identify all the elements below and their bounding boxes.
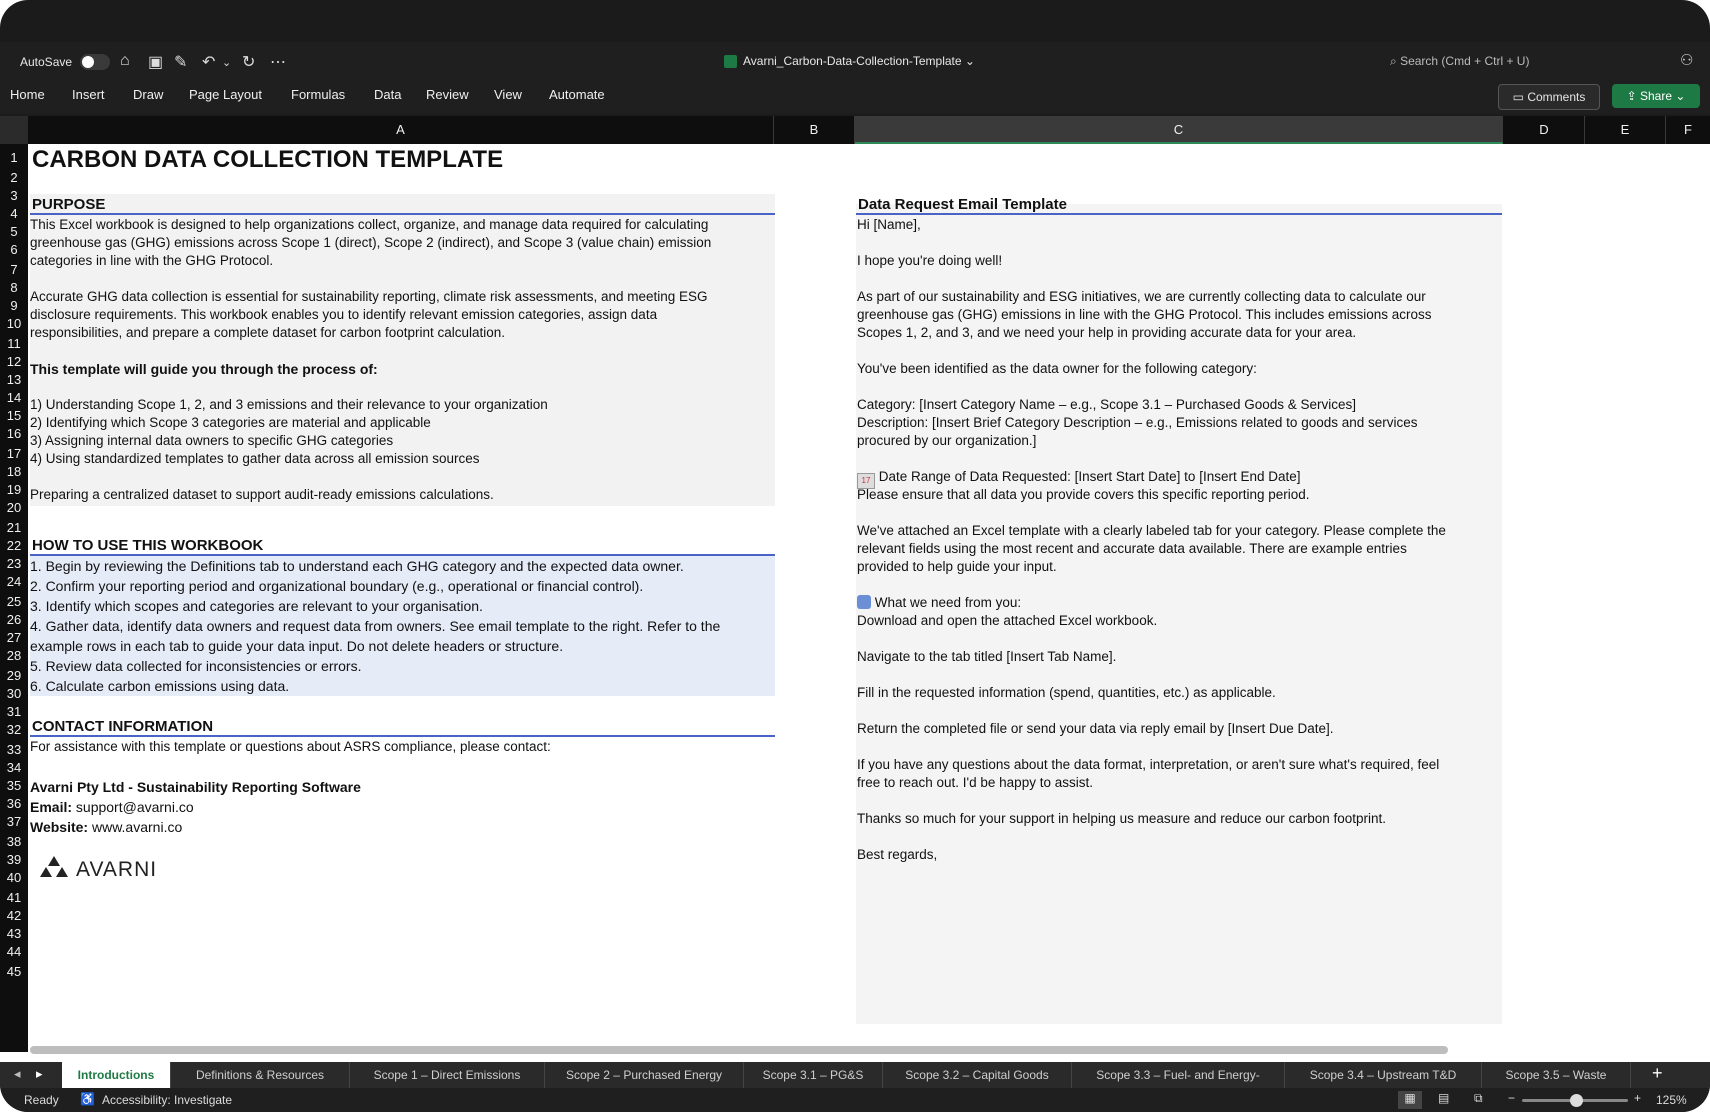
undo-icon[interactable]: ↶ xyxy=(202,54,216,71)
email-template-underline xyxy=(856,213,1502,215)
sheet-tab-scope-3-1[interactable]: Scope 3.1 – PG&S xyxy=(744,1062,883,1088)
column-headers xyxy=(0,116,1710,144)
row-header[interactable]: 22 xyxy=(6,538,22,553)
purpose-line: Accurate GHG data collection is essential for sustainability reporting, climate risk assessments, and meeting ESG xyxy=(30,289,708,304)
share-icon: ⇪ xyxy=(1626,89,1637,103)
guide-item: 3) Assigning internal data owners to specific GHG categories xyxy=(30,433,394,448)
search-icon: ⌕ xyxy=(1390,54,1397,68)
row-header[interactable]: 1 xyxy=(10,150,18,165)
row-header[interactable]: 12 xyxy=(6,354,22,369)
column-header-f[interactable]: F xyxy=(1684,122,1692,137)
sheet-tab-scope-3-5[interactable]: Scope 3.5 – Waste xyxy=(1482,1062,1631,1088)
avarni-logo-text: AVARNI xyxy=(76,858,158,880)
email-template-heading: Data Request Email Template xyxy=(858,196,1067,213)
sheet-tabs-bar xyxy=(0,1062,1710,1088)
autosave-label: AutoSave xyxy=(20,55,73,69)
row-header[interactable]: 34 xyxy=(6,760,22,775)
select-all-corner[interactable] xyxy=(0,116,28,144)
document-title[interactable]: Avarni_Carbon-Data-Collection-Template ⌄ xyxy=(724,54,975,68)
guide-item: 4) Using standardized templates to gather data across all emission sources xyxy=(30,451,480,466)
row-header[interactable]: 44 xyxy=(6,944,22,959)
how-to-underline xyxy=(30,554,775,556)
email-fill: Fill in the requested information (spend, quantities, etc.) as applicable. xyxy=(857,685,1276,700)
row-header[interactable]: 5 xyxy=(10,224,18,239)
column-header-c[interactable]: C xyxy=(855,116,1503,144)
share-label: Share xyxy=(1639,89,1673,103)
ribbon-tabs xyxy=(0,82,1710,114)
horizontal-scrollbar[interactable] xyxy=(30,1046,1448,1054)
email-need xyxy=(857,595,1021,610)
purpose-line: responsibilities, and prepare a complete dataset for carbon footprint calculation. xyxy=(30,325,506,340)
row-header[interactable]: 18 xyxy=(6,464,22,479)
email-paragraph-line: As part of our sustainability and ESG initiatives, we are currently collecting data to calculate our xyxy=(857,289,1426,304)
autosave-toggle[interactable] xyxy=(80,54,110,70)
email-description-line: Description: [Insert Brief Category Description – e.g., Emissions related to goods and services xyxy=(857,415,1418,430)
tab-data[interactable]: Data xyxy=(374,87,402,102)
accessibility-icon: ♿ xyxy=(80,1092,95,1106)
calendar-icon: 17 xyxy=(857,473,875,489)
email-attached-line: relevant fields using the most recent and accurate data available. There are example entries xyxy=(857,541,1407,556)
row-header[interactable]: 30 xyxy=(6,686,22,701)
email-label: Email: xyxy=(30,799,73,815)
email-greeting: Hi [Name], xyxy=(857,217,921,232)
row-header[interactable]: 20 xyxy=(6,500,22,515)
email-hope: I hope you're doing well! xyxy=(857,253,1003,268)
website-value: www.avarni.co xyxy=(91,819,183,835)
how-to-heading: HOW TO USE THIS WORKBOOK xyxy=(32,537,264,554)
add-sheet-icon[interactable]: + xyxy=(1652,1063,1663,1083)
row-header[interactable]: 28 xyxy=(6,648,22,663)
how-to-item: 4. Gather data, identify data owners and request data from owners. See email template to the right. Refer to the xyxy=(30,618,721,634)
company-name: Avarni Pty Ltd - Sustainability Reporting Software xyxy=(30,779,361,795)
how-to-item: 6. Calculate carbon emissions using data. xyxy=(30,678,290,694)
row-header[interactable]: 15 xyxy=(6,408,22,423)
row-header[interactable]: 37 xyxy=(6,814,22,829)
zoom-out-icon[interactable]: − xyxy=(1508,1091,1516,1105)
save-icon[interactable]: ▣ xyxy=(148,54,164,71)
how-to-item: 5. Review data collected for inconsistencies or errors. xyxy=(30,658,362,674)
purpose-line: greenhouse gas (GHG) emissions across Scope 1 (direct), Scope 2 (indirect), and Scope 3 (value chain) emission xyxy=(30,235,712,250)
contact-line: For assistance with this template or questions about ASRS compliance, please contact: xyxy=(30,739,551,754)
tab-draw[interactable]: Draw xyxy=(133,87,164,102)
sheet-tab-introductions[interactable]: Introductions xyxy=(62,1062,171,1088)
page-layout-view-icon[interactable]: ▤ xyxy=(1438,1091,1450,1105)
sheet-tab-definitions[interactable]: Definitions & Resources xyxy=(171,1062,350,1088)
column-header-e[interactable]: E xyxy=(1585,116,1666,144)
email-return: Return the completed file or send your data via reply email by [Insert Due Date]. xyxy=(857,721,1334,736)
row-header[interactable]: 19 xyxy=(6,482,22,497)
next-sheet-icon[interactable]: ▸ xyxy=(36,1066,43,1081)
email-value: support@avarni.co xyxy=(75,799,194,815)
tab-automate[interactable]: Automate xyxy=(549,87,605,102)
email-date-range xyxy=(857,469,1301,489)
row-header[interactable]: 8 xyxy=(10,280,18,295)
avarni-logo xyxy=(40,854,180,885)
how-to-item: 1. Begin by reviewing the Definitions tab to understand each GHG category and the expected data owner. xyxy=(30,558,684,574)
zoom-level[interactable]: 125% xyxy=(1656,1093,1687,1107)
page-title: CARBON DATA COLLECTION TEMPLATE xyxy=(32,146,504,173)
comments-label: Comments xyxy=(1527,90,1586,104)
website-label: Website: xyxy=(30,819,89,835)
row-header[interactable]: 42 xyxy=(6,908,22,923)
avarni-logo-mark xyxy=(40,854,180,880)
comments-button[interactable] xyxy=(1498,84,1600,110)
row-header[interactable]: 36 xyxy=(6,796,22,811)
purpose-heading: PURPOSE xyxy=(32,196,106,213)
email-paragraph-line: Scopes 1, 2, and 3, and we need your help in providing accurate data for your area. xyxy=(857,325,1357,340)
website-row xyxy=(30,819,182,835)
email-identified: You've been identified as the data owner for the following category: xyxy=(857,361,1257,376)
email-attached-line: We've attached an Excel template with a clearly labeled tab for your category. Please complete the xyxy=(857,523,1446,538)
guide-heading: This template will guide you through the process of: xyxy=(30,361,378,377)
guide-item: 2) Identifying which Scope 3 categories are material and applicable xyxy=(30,415,431,430)
redo-icon[interactable]: ↻ xyxy=(242,54,256,71)
tab-insert[interactable]: Insert xyxy=(72,87,105,102)
email-category: Category: [Insert Category Name – e.g., Scope 3.1 – Purchased Goods & Services] xyxy=(857,397,1357,412)
spreadsheet-grid[interactable] xyxy=(0,144,1710,1062)
status-bar xyxy=(0,1088,1710,1112)
status-ready: Ready xyxy=(24,1093,59,1107)
email-navigate: Navigate to the tab titled [Insert Tab Name]. xyxy=(857,649,1117,664)
row-header[interactable]: 4 xyxy=(10,206,18,221)
share-button[interactable]: ⇪ Share ⌄ xyxy=(1612,84,1700,108)
sheet-tab-scope-1[interactable]: Scope 1 – Direct Emissions xyxy=(350,1062,545,1088)
tab-view[interactable]: View xyxy=(494,87,522,102)
accessibility-status[interactable]: Accessibility: Investigate xyxy=(102,1093,233,1107)
preparing-line: Preparing a centralized dataset to support audit-ready emissions calculations. xyxy=(30,487,494,502)
row-header[interactable]: 17 xyxy=(6,446,22,461)
row-header[interactable]: 43 xyxy=(6,926,22,941)
row-header[interactable]: 39 xyxy=(6,852,22,867)
tab-page-layout[interactable]: Page Layout xyxy=(189,87,263,102)
sheet-tab-scope-3-2[interactable]: Scope 3.2 – Capital Goods xyxy=(883,1062,1072,1088)
how-to-item: 2. Confirm your reporting period and organizational boundary (e.g., operational or financial control). xyxy=(30,578,644,594)
save-as-icon[interactable]: ✎ xyxy=(174,54,188,71)
page-break-view-icon[interactable]: ⧉ xyxy=(1474,1091,1483,1105)
tab-formulas[interactable]: Formulas xyxy=(291,87,346,102)
sheet-tab-scope-3-4[interactable]: Scope 3.4 – Upstream T&D xyxy=(1285,1062,1482,1088)
row-header[interactable]: 29 xyxy=(6,668,22,683)
purpose-line: categories in line with the GHG Protocol. xyxy=(30,253,274,268)
column-header-b[interactable]: B xyxy=(774,116,855,144)
purpose-underline xyxy=(30,213,775,215)
email-questions-line: If you have any questions about the data format, interpretation, or aren't sure what's required, feel xyxy=(857,757,1440,772)
title-bar xyxy=(0,42,1710,82)
column-header-d[interactable]: D xyxy=(1504,116,1585,144)
email-description-line: procured by our organization.] xyxy=(857,433,1037,448)
row-header[interactable]: 23 xyxy=(6,556,22,571)
row-header[interactable]: 11 xyxy=(7,336,21,351)
row-header[interactable]: 41 xyxy=(6,890,22,905)
row-header[interactable]: 40 xyxy=(6,870,22,885)
tab-home[interactable]: Home xyxy=(10,87,45,102)
prev-sheet-icon[interactable]: ◂ xyxy=(14,1066,21,1081)
excel-file-icon xyxy=(724,55,737,68)
row-header[interactable]: 26 xyxy=(6,612,22,627)
email-ensure: Please ensure that all data you provide covers this specific reporting period. xyxy=(857,487,1310,502)
email-date-range-text: Date Range of Data Requested: [Insert Start Date] to [Insert End Date] xyxy=(878,469,1301,484)
row-header[interactable]: 2 xyxy=(10,170,18,185)
comment-icon: ▭ xyxy=(1512,90,1524,104)
email-need-text: What we need from you: xyxy=(874,595,1022,610)
row-header[interactable]: 32 xyxy=(6,722,22,737)
email-download: Download and open the attached Excel workbook. xyxy=(857,613,1158,628)
email-thanks: Thanks so much for your support in helping us measure and reduce our carbon footprint. xyxy=(857,811,1387,826)
undo-dropdown-icon[interactable]: ⌄ xyxy=(222,57,232,69)
clipboard-icon xyxy=(857,595,871,609)
email-regards: Best regards, xyxy=(857,847,938,862)
purpose-line: disclosure requirements. This workbook enables you to identify relevant emission categories, assign data xyxy=(30,307,658,322)
row-header[interactable]: 25 xyxy=(6,594,22,609)
row-header[interactable]: 33 xyxy=(6,742,22,757)
sheet-tab-scope-2[interactable]: Scope 2 – Purchased Energy xyxy=(545,1062,744,1088)
document-title-text: Avarni_Carbon-Data-Collection-Template xyxy=(743,54,962,68)
search-box[interactable] xyxy=(1390,54,1529,69)
normal-view-icon[interactable]: ▦ xyxy=(1398,1091,1422,1109)
row-header[interactable]: 9 xyxy=(10,298,18,313)
row-header[interactable]: 13 xyxy=(6,372,22,387)
row-header[interactable]: 6 xyxy=(10,242,18,257)
email-row xyxy=(30,799,194,815)
row-header[interactable]: 16 xyxy=(6,426,22,441)
guide-item: 1) Understanding Scope 1, 2, and 3 emissions and their relevance to your organization xyxy=(30,397,548,412)
email-attached-line: provided to help guide your input. xyxy=(857,559,1057,574)
zoom-slider-knob[interactable] xyxy=(1570,1094,1583,1107)
row-header[interactable]: 31 xyxy=(6,704,22,719)
row-headers xyxy=(0,144,28,1052)
row-header[interactable]: 38 xyxy=(6,834,22,849)
row-header[interactable]: 35 xyxy=(6,778,22,793)
tab-review[interactable]: Review xyxy=(426,87,469,102)
search-placeholder: Search (Cmd + Ctrl + U) xyxy=(1400,54,1530,68)
sheet-tab-scope-3-3[interactable]: Scope 3.3 – Fuel- and Energy- xyxy=(1072,1062,1285,1088)
how-to-item: example rows in each tab to guide your data input. Do not delete headers or structure. xyxy=(30,638,564,654)
row-header[interactable]: 45 xyxy=(6,964,22,979)
contact-underline xyxy=(30,735,775,737)
more-icon[interactable]: ⋯ xyxy=(270,54,286,71)
email-questions-line: free to reach out. I'd be happy to assist. xyxy=(857,775,1093,790)
email-paragraph-line: greenhouse gas (GHG) emissions in line with the GHG Protocol. This includes emissions across xyxy=(857,307,1432,322)
row-header[interactable]: 24 xyxy=(6,574,22,589)
zoom-in-icon[interactable]: + xyxy=(1634,1091,1642,1105)
row-header[interactable]: 3 xyxy=(10,188,18,203)
row-header[interactable]: 27 xyxy=(6,630,22,645)
account-icon[interactable]: ⚇ xyxy=(1680,52,1694,69)
row-header[interactable]: 21 xyxy=(6,520,22,535)
row-header[interactable]: 7 xyxy=(10,262,18,277)
home-icon[interactable]: ⌂ xyxy=(120,52,130,69)
purpose-line: This Excel workbook is designed to help organizations collect, organize, and manage data required for calculating xyxy=(30,217,709,232)
row-header[interactable]: 14 xyxy=(6,390,22,405)
column-header-a[interactable]: A xyxy=(28,116,774,144)
how-to-item: 3. Identify which scopes and categories are relevant to your organisation. xyxy=(30,598,483,614)
row-header[interactable]: 10 xyxy=(6,316,22,331)
contact-heading: CONTACT INFORMATION xyxy=(32,718,214,735)
